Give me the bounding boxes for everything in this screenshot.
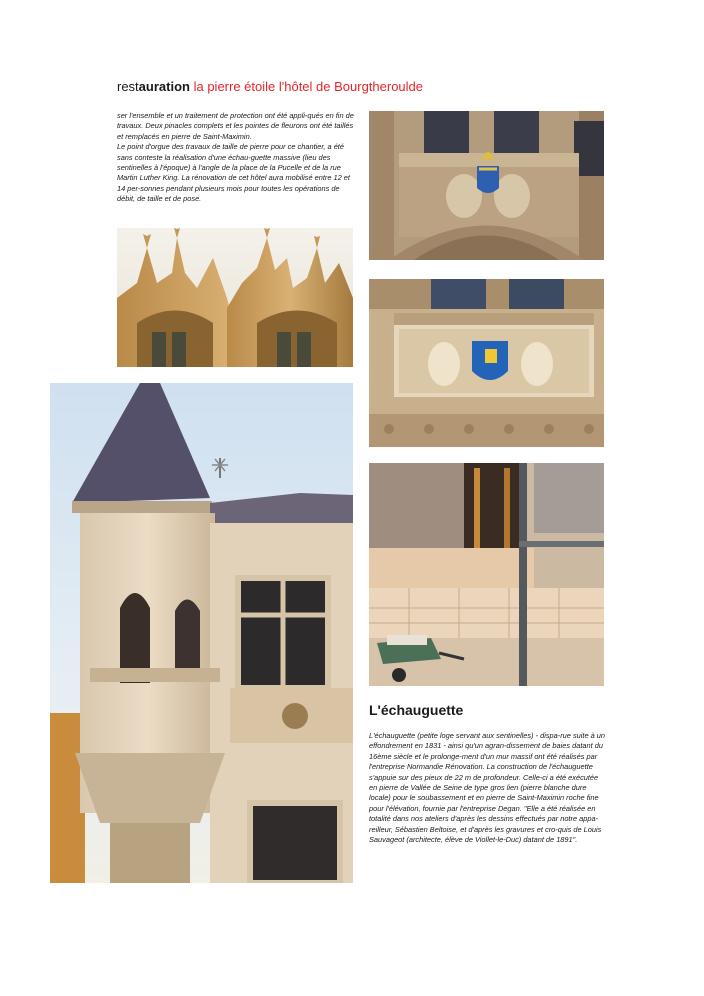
photo-echauguette-tower [50, 383, 353, 883]
photo-stonework-site [369, 463, 604, 686]
section-title: L'échauguette [369, 702, 464, 718]
photo-gothic-pinnacles [117, 228, 353, 367]
page-header [117, 79, 637, 95]
header-prefix: rest [117, 79, 139, 94]
section-body [369, 731, 607, 845]
header-prefix-bold: auration [138, 79, 190, 94]
header-title: la pierre étoile l'hôtel de Bourgtheroulde [193, 79, 424, 94]
photo-putti-shield [369, 279, 604, 447]
photo-carved-crest [369, 111, 604, 260]
intro-text [117, 111, 355, 205]
intro-paragraph-1: ser l'ensemble et un traitement de protection ont été appli-qués en fin de travaux. Deux pinacles complets et les pointes de fleurons ont été taillés et remplacés en pierre de Saint-Maximin. [117, 111, 354, 141]
section-body-paragraph: L'échauguette (petite loge servant aux sentinelles) - dispa-rue suite à un effondrement en 1831 - ainsi qu'un agran-dissement de baies datant du 16ème siècle et le prolonge-ment d'un mur massif ont été réalisés par l'entreprise Normandie Rénovation. La construction de l'échauguette s'appuie sur des pieux de 22 m de profondeur. Celle-ci a été exécutée en pierre de Vallée de Seine de type gros lien (pierre blanche dure locale) pour le soubassement et en pierre de Saint-Maximin roche fine pour l'élévation, fournie par l'entreprise Degan. "Elle a été réalisée en totalité dans nos ateliers d'après les dessins effectués par notre appa-reilleur, Sébastien Beltoise, et d'après les gravures et cro-quis de Louis Sauvageot (architecte, élève de Viollet-le-Duc) datant de 1891". [369, 731, 606, 845]
intro-paragraph-2: Le point d'orgue des travaux de taille de pierre pour ce chantier, a été sans conteste la réalisation d'une échau-guette massive (lieu des sentinelles à l'époque) à l'angle de la place de la Pucelle et de la rue Martin Luther King. La rénovation de cet hôtel aura mobilisé entre 12 et 14 per-sonnes pendant plusieurs mois pour toutes les opérations de débit, de taille et de pose. [117, 142, 350, 204]
